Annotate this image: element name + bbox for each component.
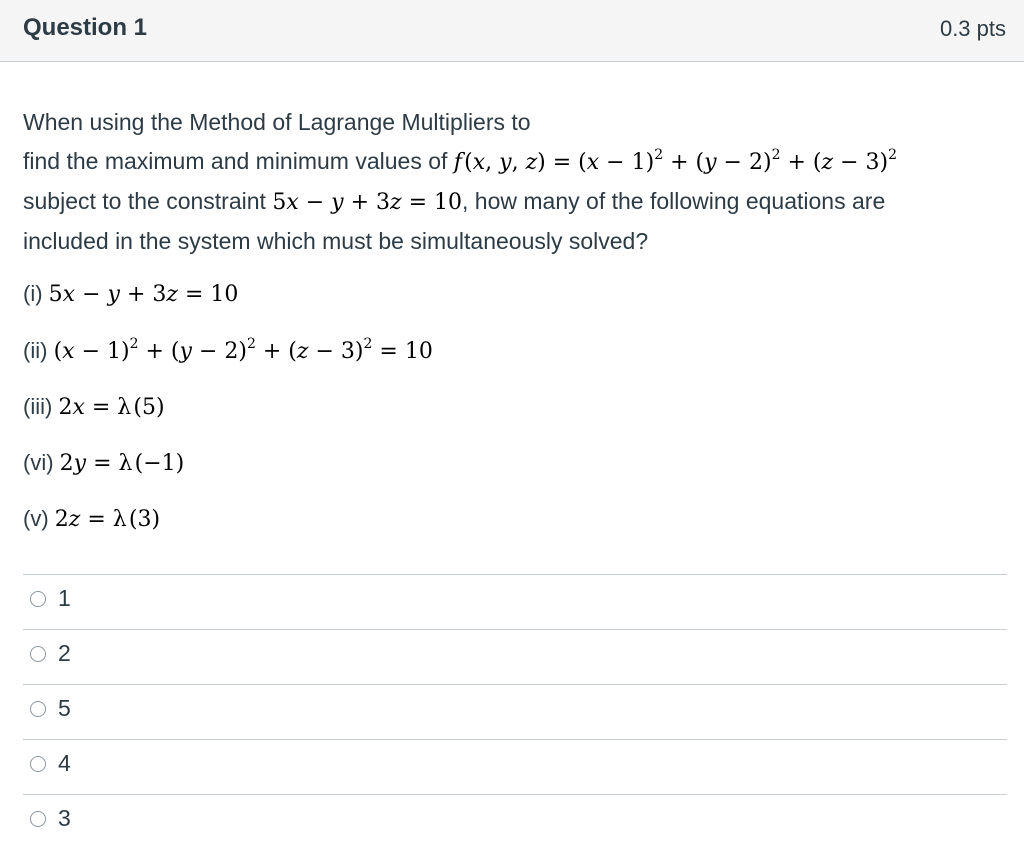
answer-label[interactable]: 3 xyxy=(58,805,71,831)
equation-label: (vi) xyxy=(23,450,54,475)
objective-function: f (x, y, $z) = (x - 1)^2 + (y - 2)^2 + (z - 3)^2$ xyxy=(453,147,898,175)
answer-option[interactable] xyxy=(23,794,1007,849)
equation-vi xyxy=(23,450,184,476)
equation-label: (i) xyxy=(23,281,43,306)
question-line-3-prefix: subject to the constraint xyxy=(23,188,266,214)
answer-list xyxy=(23,574,1007,849)
question-line-1: When using the Method of Lagrange Multipliers to xyxy=(23,109,531,135)
answer-label[interactable]: 4 xyxy=(58,750,71,776)
answer-label[interactable]: 1 xyxy=(58,585,71,611)
question-text xyxy=(23,103,1003,261)
answer-option[interactable] xyxy=(23,629,1007,684)
equation-v xyxy=(23,506,160,532)
answer-label[interactable]: 5 xyxy=(58,695,71,721)
answer-option[interactable] xyxy=(23,684,1007,739)
question-line-2-prefix: find the maximum and minimum values of xyxy=(23,148,448,174)
equation-math: 2x = λ (5) xyxy=(58,395,165,420)
equation-math: 2y = λ (−1) xyxy=(59,451,185,476)
equation-label: (ii) xyxy=(23,338,48,363)
radio-button[interactable] xyxy=(30,646,46,662)
radio-button[interactable] xyxy=(30,756,46,772)
equation-i xyxy=(23,281,238,307)
equation-iii xyxy=(23,394,165,420)
answer-label[interactable]: 2 xyxy=(58,640,71,666)
answer-option[interactable] xyxy=(23,574,1007,629)
equation-math: 2z = λ (3) xyxy=(54,507,161,532)
question-line-3-suffix: , how many of the following equations are xyxy=(462,188,886,214)
equation-math: 5x − y + 3z = 10 xyxy=(48,282,239,307)
equation-ii xyxy=(23,338,433,364)
question-points: 0.3 pts xyxy=(939,16,1006,41)
question-header xyxy=(0,0,1024,62)
question-title: Question 1 xyxy=(23,14,148,41)
question-line-4: included in the system which must be simultaneously solved? xyxy=(23,228,649,254)
radio-button[interactable] xyxy=(30,591,46,607)
equation-math: $(x - 1)^2 + (y - 2)^2 + (z - 3)^2 = 10$ xyxy=(53,336,433,364)
equation-label: (iii) xyxy=(23,394,53,419)
radio-button[interactable] xyxy=(30,811,46,827)
radio-button[interactable] xyxy=(30,701,46,717)
constraint-equation: 5x − y + 3z = 10 xyxy=(272,190,463,215)
answer-option[interactable] xyxy=(23,739,1007,794)
equation-label: (v) xyxy=(23,506,49,531)
